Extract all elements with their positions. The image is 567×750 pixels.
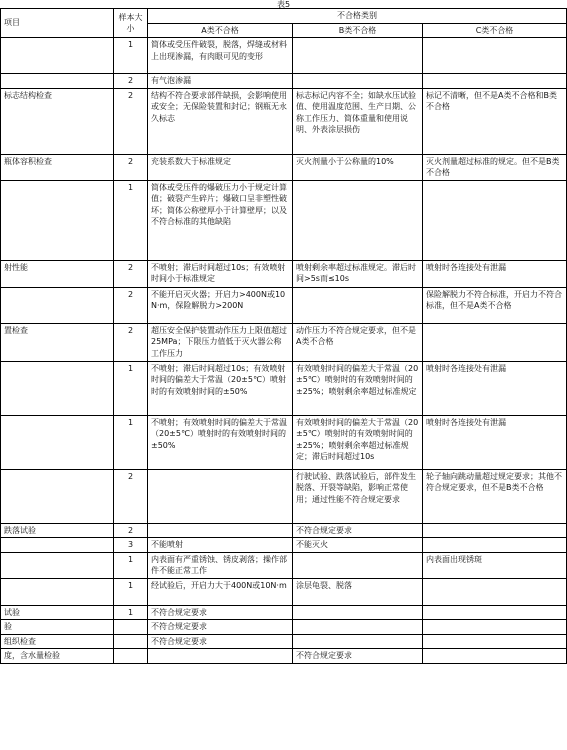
table-row [1, 469, 567, 523]
row-class-c-cell [423, 538, 567, 553]
table-row [1, 552, 567, 578]
row-class-a-cell: 结构不符合要求部件缺损，会影响使用或安全；无保险装置和封记；钢瓶无永久标志 [148, 88, 293, 154]
row-sample-cell: 2 [114, 88, 148, 154]
row-item-cell [1, 361, 114, 415]
row-class-c-cell: 保险解脱力不符合标准，开启力不符合标准，但不是A类不合格 [423, 287, 567, 323]
row-sample-cell [114, 634, 148, 649]
row-class-a-cell: 不喷射；有效喷射时间的偏差大于常温（20±5℃）喷射时的有效喷射时间的±50% [148, 415, 293, 469]
row-class-a-cell [148, 649, 293, 664]
row-class-c-cell [423, 180, 567, 260]
row-item-cell: 置检查 [1, 323, 114, 361]
header-class-a: A类不合格 [148, 23, 293, 38]
row-item-cell [1, 415, 114, 469]
row-class-b-cell: 不符合规定要求 [293, 649, 423, 664]
row-class-c-cell: 内表面出现锈斑 [423, 552, 567, 578]
row-class-b-cell: 不符合规定要求 [293, 523, 423, 538]
row-class-a-cell: 经试验后，开启力大于400N或10N·m [148, 578, 293, 605]
row-item-cell: 跌落试验 [1, 523, 114, 538]
row-class-b-cell [293, 552, 423, 578]
row-class-a-cell: 不能喷射 [148, 538, 293, 553]
table-row [1, 578, 567, 605]
row-item-cell: 标志结构检查 [1, 88, 114, 154]
table-row [1, 634, 567, 649]
row-class-a-cell: 不符合规定要求 [148, 634, 293, 649]
row-class-b-cell [293, 287, 423, 323]
row-sample-cell: 1 [114, 578, 148, 605]
table-row [1, 323, 567, 361]
row-sample-cell: 1 [114, 605, 148, 620]
row-sample-cell: 1 [114, 180, 148, 260]
row-class-b-cell: 涂层龟裂、脱落 [293, 578, 423, 605]
row-class-a-cell: 不能开启灭火器；开启力>400N或10N·m，保险解脱力>200N [148, 287, 293, 323]
row-item-cell [1, 578, 114, 605]
row-sample-cell: 2 [114, 260, 148, 287]
row-class-c-cell: 轮子轴向跳动量超过规定要求；其他不符合规定要求，但不是B类不合格 [423, 469, 567, 523]
row-class-b-cell: 有效喷射时间的偏差大于常温（20±5℃）喷射时的有效喷射时间的±25%；喷射剩余率超过标准规定；滞后时间超过10s [293, 415, 423, 469]
table-row [1, 88, 567, 154]
row-sample-cell: 1 [114, 38, 148, 74]
row-item-cell: 射性能 [1, 260, 114, 287]
row-class-c-cell [423, 74, 567, 89]
row-class-c-cell [423, 578, 567, 605]
row-class-a-cell: 不喷射；滞后时间超过10s；有效喷射时间的偏差大于常温（20±5℃）喷射时的有效喷射时间的±50% [148, 361, 293, 415]
row-class-b-cell [293, 180, 423, 260]
row-sample-cell: 2 [114, 469, 148, 523]
row-class-b-cell: 喷射剩余率超过标准规定。滞后时间>5s而≤10s [293, 260, 423, 287]
table-row [1, 523, 567, 538]
row-item-cell [1, 180, 114, 260]
row-class-c-cell: 喷射时各连接处有泄漏 [423, 415, 567, 469]
row-class-a-cell: 不符合规定要求 [148, 605, 293, 620]
row-class-c-cell [423, 323, 567, 361]
table-caption: 表5 [276, 0, 291, 9]
header-class-c: C类不合格 [423, 23, 567, 38]
row-class-b-cell: 有效喷射时间的偏差大于常温（20±5℃）喷射时的有效喷射时间的±25%；喷射剩余率超过标准规定 [293, 361, 423, 415]
header-sample-size: 样本大小 [114, 9, 148, 38]
row-class-a-cell: 充装系数大于标准规定 [148, 154, 293, 180]
table-row [1, 260, 567, 287]
table-row [1, 74, 567, 89]
table-row [1, 361, 567, 415]
nonconformity-table [0, 8, 567, 664]
table-row [1, 180, 567, 260]
table-row [1, 38, 567, 74]
row-item-cell: 组织检查 [1, 634, 114, 649]
row-item-cell [1, 38, 114, 74]
row-class-b-cell: 灭火剂量小于公称量的10% [293, 154, 423, 180]
row-item-cell [1, 469, 114, 523]
header-category: 不合格类别 [148, 9, 567, 24]
row-class-c-cell: 喷射时各连接处有泄漏 [423, 361, 567, 415]
row-item-cell [1, 552, 114, 578]
table-row [1, 415, 567, 469]
row-class-b-cell: 行驶试验、跌落试验后，部件发生脱落、开裂等缺陷，影响正常使用；通过性能不符合规定要求 [293, 469, 423, 523]
row-class-b-cell: 标志标记内容不全；如缺水压试验值、使用温度范围、生产日期、公称工作压力、简体重量和使用说明、外表涂层损伤 [293, 88, 423, 154]
row-class-a-cell: 不符合规定要求 [148, 620, 293, 635]
row-sample-cell: 3 [114, 538, 148, 553]
row-class-c-cell: 灭火剂量超过标准的规定。但不是B类不合格 [423, 154, 567, 180]
row-item-cell: 验 [1, 620, 114, 635]
row-sample-cell: 2 [114, 74, 148, 89]
row-item-cell [1, 538, 114, 553]
row-class-a-cell: 超压安全保护装置动作压力上限值超过25MPa；下限压力值低于灭火器公称工作压力 [148, 323, 293, 361]
row-sample-cell: 1 [114, 361, 148, 415]
row-class-b-cell [293, 38, 423, 74]
row-item-cell [1, 74, 114, 89]
table-row [1, 287, 567, 323]
row-class-b-cell [293, 605, 423, 620]
row-sample-cell: 1 [114, 552, 148, 578]
row-sample-cell: 2 [114, 323, 148, 361]
row-class-a-cell [148, 523, 293, 538]
row-class-b-cell: 动作压力不符合规定要求，但不是A类不合格 [293, 323, 423, 361]
row-class-c-cell [423, 38, 567, 74]
row-class-c-cell [423, 620, 567, 635]
row-sample-cell: 1 [114, 415, 148, 469]
row-class-b-cell [293, 634, 423, 649]
row-class-c-cell [423, 523, 567, 538]
row-class-a-cell: 有气泡渗漏 [148, 74, 293, 89]
table-row [1, 605, 567, 620]
row-item-cell: 度，含水量检验 [1, 649, 114, 664]
row-class-c-cell [423, 605, 567, 620]
row-class-b-cell [293, 74, 423, 89]
row-class-a-cell: 简体或受压件的爆破压力小于规定计算值；破裂产生碎片；爆破口呈非塑性破坏；简体公称壁厚小于计算壁厚；以及不符合标准的其他缺陷 [148, 180, 293, 260]
row-class-c-cell: 喷射时各连接处有泄漏 [423, 260, 567, 287]
row-sample-cell: 2 [114, 154, 148, 180]
row-class-a-cell: 简体或受压件破裂，脱落，焊缝或材料上出现渗漏，有肉眼可见的变形 [148, 38, 293, 74]
row-sample-cell [114, 620, 148, 635]
row-class-c-cell [423, 634, 567, 649]
table-row [1, 649, 567, 664]
row-class-c-cell [423, 649, 567, 664]
table-row [1, 154, 567, 180]
row-class-b-cell: 不能灭火 [293, 538, 423, 553]
table-header-row [1, 9, 567, 24]
row-item-cell [1, 287, 114, 323]
row-class-a-cell: 不喷射；滞后时间超过10s；有效喷射时间小于标准规定 [148, 260, 293, 287]
header-class-b: B类不合格 [293, 23, 423, 38]
table-row [1, 620, 567, 635]
row-item-cell: 试验 [1, 605, 114, 620]
row-item-cell: 瓶体容积检查 [1, 154, 114, 180]
row-class-a-cell [148, 469, 293, 523]
row-class-b-cell [293, 620, 423, 635]
header-item: 项目 [1, 9, 114, 38]
row-sample-cell [114, 649, 148, 664]
row-class-c-cell: 标记不清晰，但不是A类不合格和B类不合格 [423, 88, 567, 154]
table-row [1, 538, 567, 553]
row-class-a-cell: 内表面有严重锈蚀、锈皮剥落；操作部件不能正常工作 [148, 552, 293, 578]
row-sample-cell: 2 [114, 523, 148, 538]
row-sample-cell: 2 [114, 287, 148, 323]
